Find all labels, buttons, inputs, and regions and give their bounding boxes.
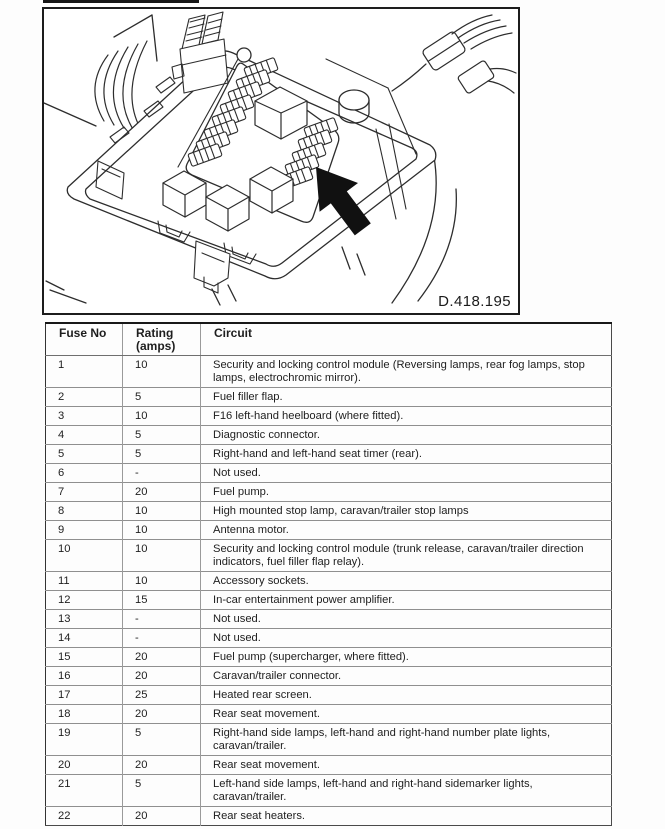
rating-cell: 10 [123, 356, 201, 388]
col-header-fuse-no [46, 323, 123, 356]
circuit-cell: Diagnostic connector. [201, 426, 612, 445]
col-header-rating [123, 323, 201, 356]
circuit-cell: Security and locking control module (Reversing lamps, rear fog lamps, stop lamps, electrochromic mirror). [201, 356, 612, 388]
circuit-cell: Rear seat movement. [201, 756, 612, 775]
table-row [46, 445, 612, 464]
rating-cell: 20 [123, 807, 201, 826]
rating-cell: 5 [123, 724, 201, 756]
fuse-no-cell: 17 [46, 686, 123, 705]
header-rating-label: Rating [136, 326, 174, 340]
table-row [46, 591, 612, 610]
fuse-no-cell: 22 [46, 807, 123, 826]
rating-cell: 20 [123, 667, 201, 686]
fuse-no-cell: 8 [46, 502, 123, 521]
table-row [46, 667, 612, 686]
fuse-no-cell: 18 [46, 705, 123, 724]
rating-cell: 10 [123, 502, 201, 521]
rating-cell: 20 [123, 705, 201, 724]
rating-cell: 20 [123, 648, 201, 667]
rating-cell: 20 [123, 483, 201, 502]
table-row [46, 724, 612, 756]
circuit-cell: Not used. [201, 629, 612, 648]
scan-artifact-bar [43, 0, 199, 3]
rating-cell: 10 [123, 521, 201, 540]
plate-hole [237, 48, 251, 62]
table-row [46, 356, 612, 388]
circuit-cell: Not used. [201, 464, 612, 483]
fuse-no-cell: 21 [46, 775, 123, 807]
rating-cell: 5 [123, 388, 201, 407]
rating-cell: 10 [123, 540, 201, 572]
fuse-table [45, 322, 612, 826]
rating-cell: 5 [123, 426, 201, 445]
fuse-no-cell: 19 [46, 724, 123, 756]
table-row [46, 807, 612, 826]
rating-cell: 5 [123, 775, 201, 807]
fuse-no-cell: 5 [46, 445, 123, 464]
table-row [46, 521, 612, 540]
table-row [46, 502, 612, 521]
rating-cell: 20 [123, 756, 201, 775]
fuse-no-cell: 9 [46, 521, 123, 540]
circuit-cell: Antenna motor. [201, 521, 612, 540]
table-row [46, 686, 612, 705]
fuse-no-cell: 15 [46, 648, 123, 667]
circuit-cell: Rear seat heaters. [201, 807, 612, 826]
harness-connectors [392, 15, 516, 94]
fuse-no-cell: 16 [46, 667, 123, 686]
circuit-cell: Accessory sockets. [201, 572, 612, 591]
table-row [46, 388, 612, 407]
rating-cell: 10 [123, 407, 201, 426]
table-row [46, 464, 612, 483]
circuit-cell: Right-hand and left-hand seat timer (rear). [201, 445, 612, 464]
table-header-row [46, 323, 612, 356]
circuit-cell: Fuel pump (supercharger, where fitted). [201, 648, 612, 667]
fuse-no-cell: 12 [46, 591, 123, 610]
fuse-box-diagram [44, 9, 518, 311]
circuit-cell: Security and locking control module (trunk release, caravan/trailer direction indicators, fuel filler flap relay). [201, 540, 612, 572]
rating-cell: - [123, 629, 201, 648]
circuit-cell: Heated rear screen. [201, 686, 612, 705]
col-header-circuit [201, 323, 612, 356]
circuit-cell: Right-hand side lamps, left-hand and right-hand number plate lights, caravan/trailer. [201, 724, 612, 756]
fuse-no-cell: 11 [46, 572, 123, 591]
fuse-box-figure [42, 7, 520, 315]
table-row [46, 629, 612, 648]
rating-cell: - [123, 610, 201, 629]
circuit-cell: Fuel pump. [201, 483, 612, 502]
table-row [46, 705, 612, 724]
corrugated-hose [95, 41, 147, 133]
circuit-cell: In-car entertainment power amplifier. [201, 591, 612, 610]
circuit-cell: Fuel filler flap. [201, 388, 612, 407]
header-rating-units: (amps) [136, 339, 176, 353]
fuse-no-cell: 4 [46, 426, 123, 445]
table-row [46, 756, 612, 775]
table-row [46, 540, 612, 572]
fuse-no-cell: 10 [46, 540, 123, 572]
figure-reference-label: D.418.195 [438, 293, 511, 310]
fuse-no-cell: 6 [46, 464, 123, 483]
rating-cell: - [123, 464, 201, 483]
fuse-no-cell: 13 [46, 610, 123, 629]
header-circuit-label: Circuit [214, 326, 253, 340]
circuit-cell: Not used. [201, 610, 612, 629]
table-row [46, 610, 612, 629]
table-row [46, 648, 612, 667]
fuse-no-cell: 20 [46, 756, 123, 775]
fuse-table-body [46, 356, 612, 826]
circuit-cell: Rear seat movement. [201, 705, 612, 724]
circuit-cell: Caravan/trailer connector. [201, 667, 612, 686]
circuit-cell: Left-hand side lamps, left-hand and right-hand sidemarker lights, caravan/trailer. [201, 775, 612, 807]
table-row [46, 426, 612, 445]
fuse-no-cell: 14 [46, 629, 123, 648]
table-row [46, 572, 612, 591]
relay-block [172, 12, 228, 93]
table-row [46, 407, 612, 426]
rating-cell: 5 [123, 445, 201, 464]
rating-cell: 10 [123, 572, 201, 591]
table-row [46, 483, 612, 502]
header-fuse-no-label: Fuse No [59, 326, 107, 340]
circuit-cell: F16 left-hand heelboard (where fitted). [201, 407, 612, 426]
table-row [46, 775, 612, 807]
circuit-cell: High mounted stop lamp, caravan/trailer stop lamps [201, 502, 612, 521]
fuse-no-cell: 7 [46, 483, 123, 502]
rating-cell: 25 [123, 686, 201, 705]
fuse-no-cell: 3 [46, 407, 123, 426]
fuse-no-cell: 1 [46, 356, 123, 388]
fuse-no-cell: 2 [46, 388, 123, 407]
rating-cell: 15 [123, 591, 201, 610]
